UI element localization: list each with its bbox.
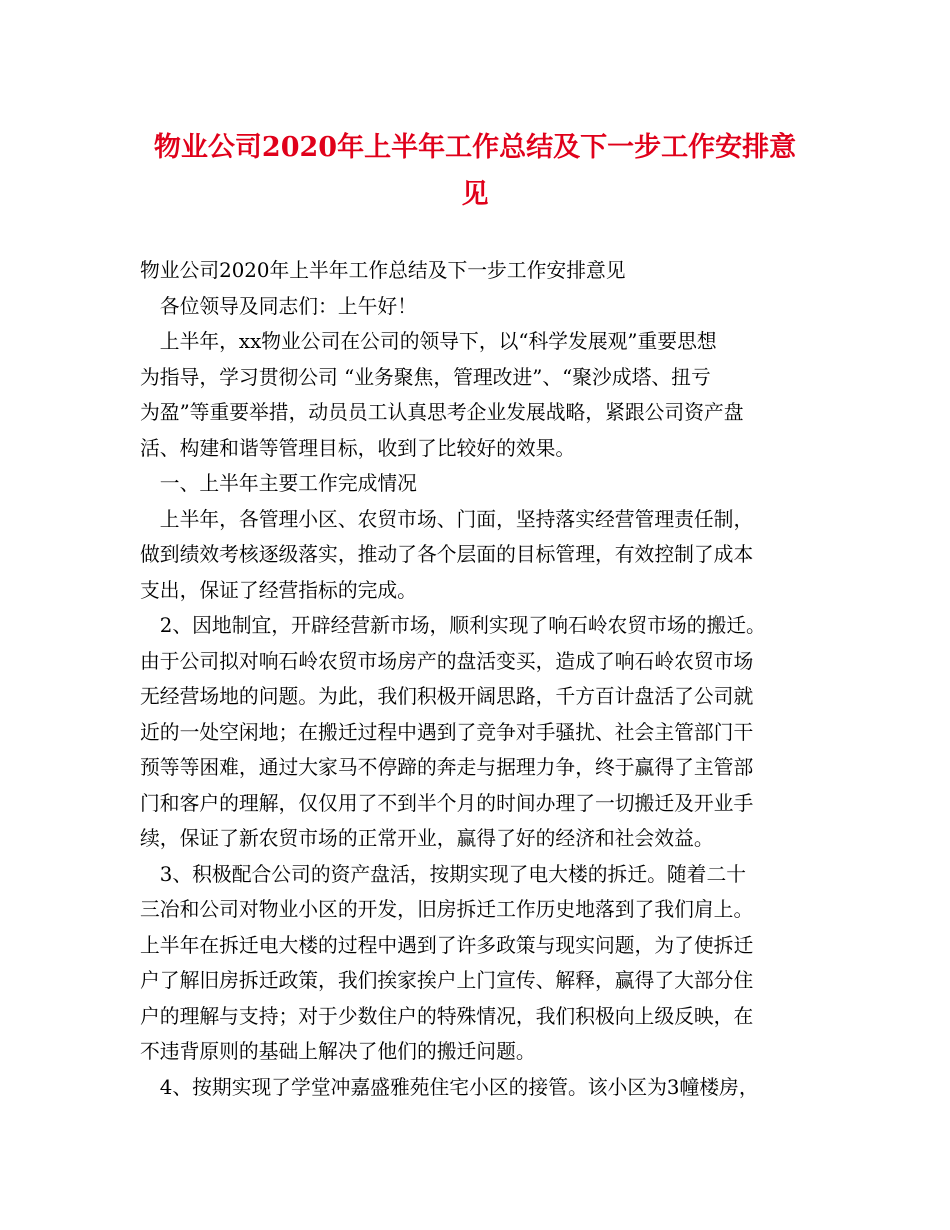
body-line: 户了解旧房拆迁政策，我们挨家挨户上门宣传、解释，赢得了大部分住 <box>140 969 754 992</box>
body-line: 活、构建和谐等管理目标，收到了比较好的效果。 <box>140 436 576 460</box>
body-line: 为指导，学习贯彻公司 “业务聚焦，管理改进”、“聚沙成塔、扭亏 <box>140 365 711 389</box>
body-line: 上半年，各管理小区、农贸市场、门面，坚持落实经营管理责任制， <box>140 507 754 531</box>
document-title-line-1: 物业公司2020年上半年工作总结及下一步工作安排意 <box>153 132 797 163</box>
body-line: 由于公司拟对响石岭农贸市场房产的盘活变买，造成了响石岭农贸市场 <box>140 649 754 673</box>
body-line: 一、上半年主要工作完成情况 <box>140 472 417 495</box>
body-line: 门和客户的理解，仅仅用了不到半个月的时间办理了一切搬迁及开业手 <box>140 791 754 815</box>
body-line: 做到绩效考核逐级落实，推动了各个层面的目标管理，有效控制了成本 <box>140 543 754 566</box>
document-body <box>140 253 820 1105</box>
body-line: 2、因地制宜，开辟经营新市场，顺利实现了响石岭农贸市场的搬迁。 <box>140 614 766 637</box>
body-line: 各位领导及同志们：上午好！ <box>140 294 417 318</box>
body-line: 上半年在拆迁电大楼的过程中遇到了许多政策与现实问题，为了使拆迁 <box>140 933 754 957</box>
body-line: 上半年，xx物业公司在公司的领导下，以“科学发展观”重要思想 <box>140 330 717 353</box>
body-line: 预等等困难，通过大家马不停蹄的奔走与据理力争，终于赢得了主管部 <box>140 756 754 779</box>
body-line: 物业公司2020年上半年工作总结及下一步工作安排意见 <box>140 259 626 282</box>
body-line: 户的理解与支持；对于少数住户的特殊情况，我们积极向上级反映，在 <box>140 1004 754 1028</box>
body-line: 不违背原则的基础上解决了他们的搬迁问题。 <box>140 1040 536 1063</box>
document-title-line-2: 见 <box>461 179 489 210</box>
body-line: 4、按期实现了学堂冲嘉盛雅苑住宅小区的接管。该小区为3幢楼房， <box>140 1075 759 1099</box>
body-line: 无经营场地的问题。为此，我们积极开阔思路，千方百计盘活了公司就 <box>140 685 754 708</box>
body-line: 续，保证了新农贸市场的正常开业，赢得了好的经济和社会效益。 <box>140 827 714 850</box>
body-line: 为盈”等重要举措，动员员工认真思考企业发展战略，紧跟公司资产盘 <box>140 401 744 424</box>
body-line: 3、积极配合公司的资产盘活，按期实现了电大楼的拆迁。随着二十 <box>140 862 747 886</box>
body-line: 支出，保证了经营指标的完成。 <box>140 578 417 602</box>
body-line: 三冶和公司对物业小区的开发，旧房拆迁工作历史地落到了我们肩上。 <box>140 898 754 921</box>
body-line: 近的一处空闲地；在搬迁过程中遇到了竞争对手骚扰、社会主管部门干 <box>140 720 754 744</box>
